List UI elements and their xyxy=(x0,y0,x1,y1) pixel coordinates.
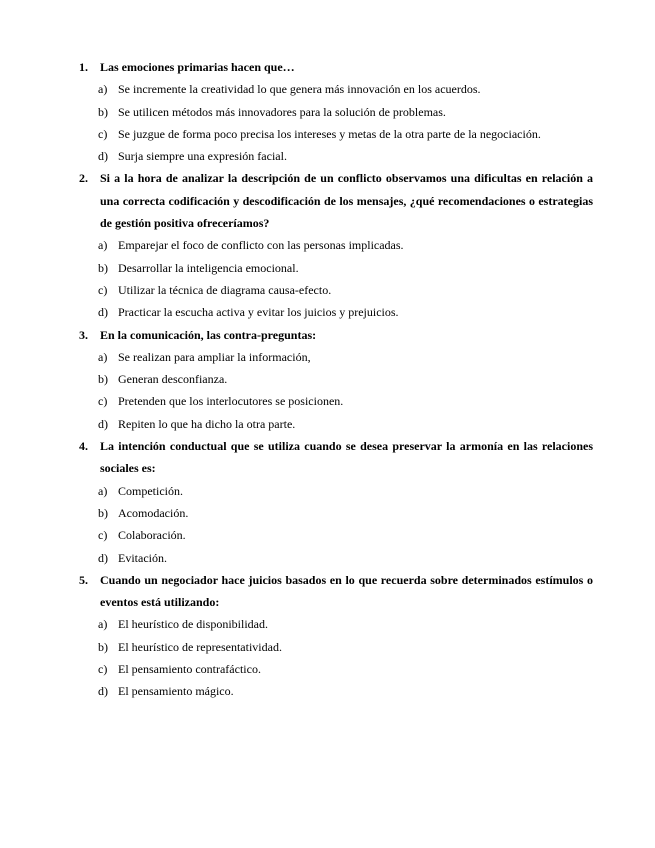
option-text: El heurístico de representatividad. xyxy=(118,639,282,654)
question-3 xyxy=(0,324,655,435)
option-c xyxy=(0,658,655,680)
option-text: El heurístico de disponibilidad. xyxy=(118,617,268,632)
options-list xyxy=(0,234,655,323)
question-stem: En la comunicación, las contra-preguntas: xyxy=(100,327,317,342)
question-stem: La intención conductual que se utiliza cuando se desea preservar la armonía en las relaciones sociales es: xyxy=(100,439,593,476)
question-number: 5. xyxy=(79,572,88,587)
option-text: Generan desconfianza. xyxy=(118,372,228,387)
option-a xyxy=(0,346,655,368)
option-text: Se juzgue de forma poco precisa los intereses y metas de la otra parte de la negociación. xyxy=(118,126,541,141)
options-list xyxy=(0,480,655,569)
option-d xyxy=(0,301,655,323)
option-letter: b) xyxy=(98,104,108,119)
option-text: Acomodación. xyxy=(118,505,189,520)
option-d xyxy=(0,413,655,435)
question-stem: Cuando un negociador hace juicios basados en lo que recuerda sobre determinados estímulos o eventos está utilizando: xyxy=(100,572,593,610)
quiz-document xyxy=(0,56,655,703)
option-text: Se realizan para ampliar la información, xyxy=(118,349,311,364)
option-a xyxy=(0,480,655,502)
option-letter: c) xyxy=(98,528,108,543)
option-letter: a) xyxy=(98,238,108,253)
option-b xyxy=(0,257,655,279)
option-c xyxy=(0,279,655,301)
question-stem: Si a la hora de analizar la descripción de un conflicto observamos una dificultas en relación a una correcta codificación y descodificación de los mensajes, ¿qué recomendaciones o estrategias de gestión positiva ofreceríamos? xyxy=(100,171,593,231)
option-letter: d) xyxy=(98,416,108,431)
option-letter: a) xyxy=(98,483,108,498)
option-text: Competición. xyxy=(118,483,183,498)
question-number: 4. xyxy=(79,439,88,454)
option-letter: a) xyxy=(98,617,108,632)
option-a xyxy=(0,78,655,100)
question-number: 2. xyxy=(79,171,88,186)
question-4 xyxy=(0,435,655,569)
option-letter: b) xyxy=(98,372,108,387)
option-text: El pensamiento mágico. xyxy=(118,684,234,699)
question-5 xyxy=(0,569,655,703)
option-text: Repiten lo que ha dicho la otra parte. xyxy=(118,416,296,431)
question-text xyxy=(0,435,655,480)
option-d xyxy=(0,547,655,569)
option-letter: c) xyxy=(98,126,108,141)
option-text: Se incremente la creatividad lo que genera más innovación en los acuerdos. xyxy=(118,82,481,97)
option-text: Desarrollar la inteligencia emocional. xyxy=(118,260,299,275)
question-text xyxy=(0,569,655,614)
option-d xyxy=(0,145,655,167)
question-number: 1. xyxy=(79,60,88,74)
option-letter: c) xyxy=(98,662,108,677)
option-a xyxy=(0,234,655,256)
option-letter: d) xyxy=(98,305,108,320)
option-b xyxy=(0,502,655,524)
option-text: Emparejar el foco de conflicto con las personas implicadas. xyxy=(118,238,404,253)
option-letter: b) xyxy=(98,639,108,654)
option-text: El pensamiento contrafáctico. xyxy=(118,662,261,677)
option-letter: a) xyxy=(98,82,108,97)
option-letter: b) xyxy=(98,260,108,275)
question-text xyxy=(0,324,655,346)
question-stem: Las emociones primarias hacen que… xyxy=(100,60,295,74)
option-text: Evitación. xyxy=(118,550,167,565)
question-1 xyxy=(0,56,655,167)
option-letter: d) xyxy=(98,684,108,699)
option-b xyxy=(0,368,655,390)
options-list xyxy=(0,78,655,167)
option-letter: c) xyxy=(98,394,108,409)
option-a xyxy=(0,613,655,635)
option-text: Pretenden que los interlocutores se posicionen. xyxy=(118,394,344,409)
option-text: Colaboración. xyxy=(118,528,186,543)
options-list xyxy=(0,613,655,702)
option-b xyxy=(0,101,655,123)
question-2 xyxy=(0,167,655,323)
option-text: Surja siempre una expresión facial. xyxy=(118,149,287,164)
option-text: Utilizar la técnica de diagrama causa-efecto. xyxy=(118,282,332,297)
option-c xyxy=(0,123,655,145)
option-letter: d) xyxy=(98,550,108,565)
question-text xyxy=(0,167,655,234)
options-list xyxy=(0,346,655,435)
option-letter: b) xyxy=(98,505,108,520)
option-b xyxy=(0,636,655,658)
option-c xyxy=(0,524,655,546)
option-letter: c) xyxy=(98,282,108,297)
option-text: Se utilicen métodos más innovadores para la solución de problemas. xyxy=(118,104,446,119)
question-text xyxy=(0,56,655,78)
option-c xyxy=(0,390,655,412)
option-letter: a) xyxy=(98,349,108,364)
option-letter: d) xyxy=(98,149,108,164)
option-d xyxy=(0,680,655,702)
option-text: Practicar la escucha activa y evitar los juicios y prejuicios. xyxy=(118,305,399,320)
question-number: 3. xyxy=(79,327,88,342)
